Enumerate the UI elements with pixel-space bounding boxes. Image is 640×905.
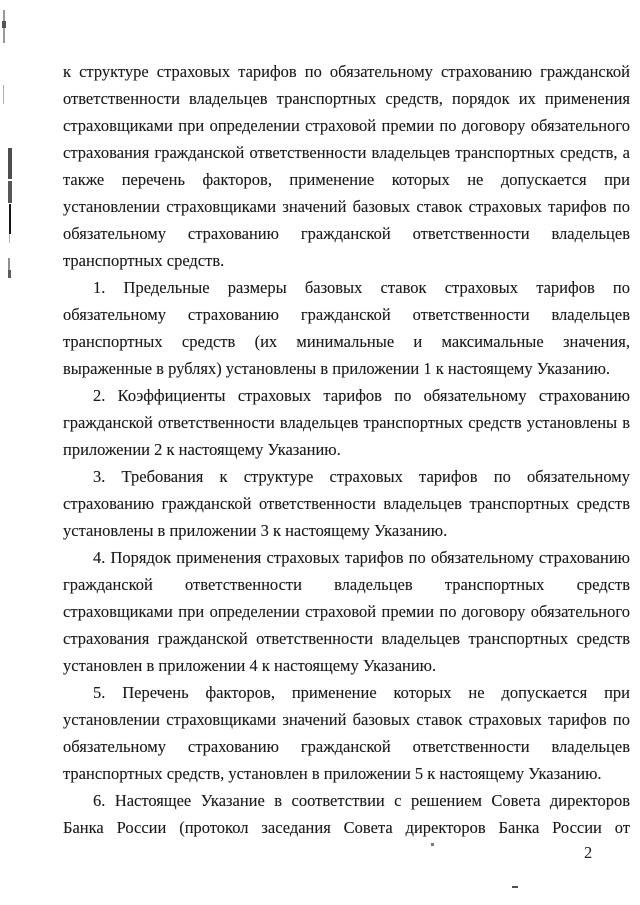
scan-artifact (8, 181, 12, 203)
page-number: 2 (584, 843, 593, 862)
scan-artifact (8, 258, 10, 270)
scan-artifact (8, 270, 11, 278)
paragraph-item-6: 6. Настоящее Указание в соответствии с решением Совета директоров Банка России (протокол заседания Совета директоров Банка России от (63, 791, 630, 837)
paragraph-item-4: 4. Порядок применения страховых тарифов по обязательному страхованию гражданской ответственности владельцев транспортных средств страховщиками при определении страховой премии по договору обязательного страхования гражданской ответственности владельцев транспортных средств установлен в приложении 4 к настоящему Указанию. (63, 548, 630, 675)
scan-artifact (9, 204, 11, 234)
scan-artifact (431, 843, 434, 846)
paragraph-item-5: 5. Перечень факторов, применение которых не допускается при установлении страховщиками значений базовых ставок страховых тарифов по обязательному страхованию гражданской ответственности владельцев транспортных средств, установлен в приложении 5 к настоящему Указанию. (63, 683, 630, 783)
scan-artifact (2, 21, 6, 28)
scan-artifact (512, 886, 518, 888)
paragraph-item-2: 2. Коэффициенты страховых тарифов по обязательному страхованию гражданской ответственности владельцев транспортных средств установлены в приложении 2 к настоящему Указанию. (63, 386, 630, 459)
scan-artifact (3, 85, 4, 104)
scan-artifact (9, 234, 10, 243)
scan-artifact (8, 148, 12, 179)
paragraph-item-3: 3. Требования к структуре страховых тарифов по обязательному страхованию гражданской ответственности владельцев транспортных средств установлены в приложении 3 к настоящему Указанию. (63, 467, 630, 540)
document-text (63, 58, 630, 841)
paragraph-item-1: 1. Предельные размеры базовых ставок страховых тарифов по обязательному страхованию гражданской ответственности владельцев транспортных средств (их минимальные и максимальные значения, выраженные в рублях) установлены в приложении 1 к настоящему Указанию. (63, 278, 630, 378)
paragraph-continuation: к структуре страховых тарифов по обязательному страхованию гражданской ответственности владельцев транспортных средств, порядок их применения страховщиками при определении страховой премии по договору обязательного страхования гражданской ответственности владельцев транспортных средств, а также перечень факторов, применение которых не допускается при установлении страховщиками значений базовых ставок страховых тарифов по обязательному страхованию гражданской ответственности владельцев транспортных средств. (63, 62, 630, 270)
